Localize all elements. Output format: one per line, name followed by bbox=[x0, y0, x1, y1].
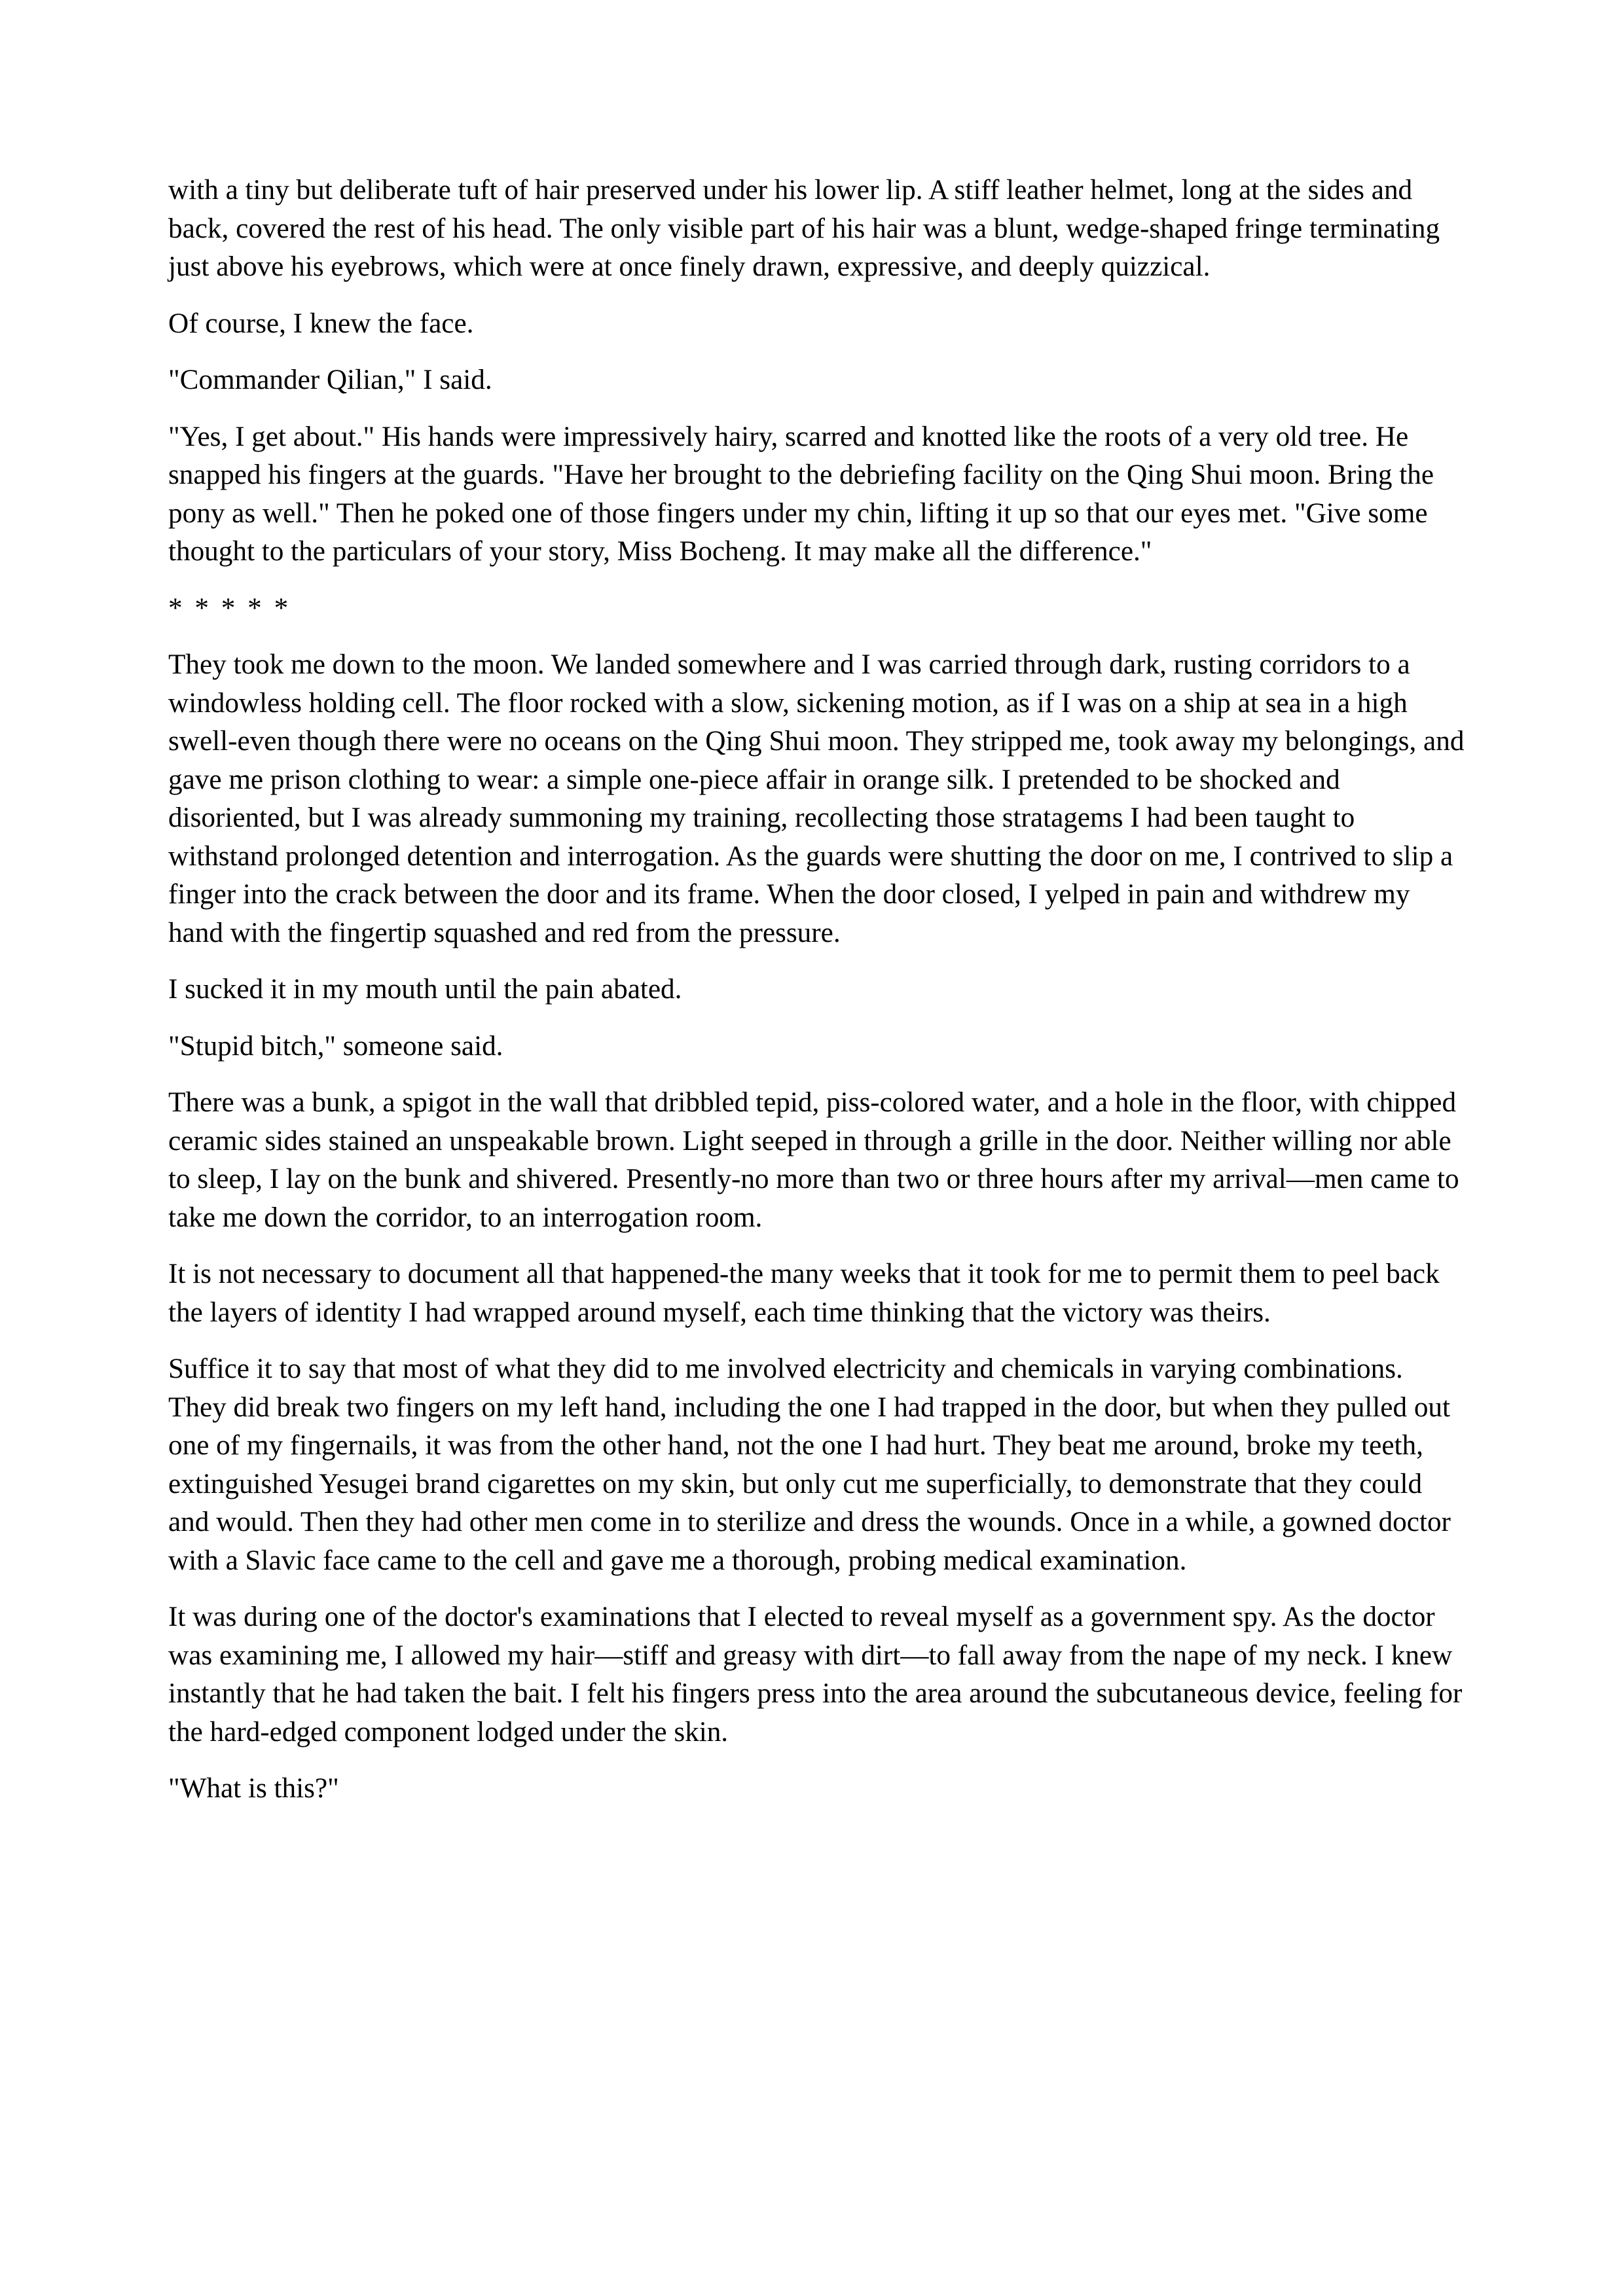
paragraph-yes-i-get-about: "Yes, I get about." His hands were impressively hairy, scarred and knotted like the roots of a very old tree. He snapped his fingers at the guards. "Have her brought to the debriefing facility on the Qing Shui moon. Bring the pony as well." Then he poked one of those fingers under my chin, lifting it up so that our eyes met. "Give some thought to the particulars of your story, Miss Bocheng. It may make all the difference." bbox=[168, 421, 1434, 567]
paragraph-stupid-bitch: "Stupid bitch," someone said. bbox=[168, 1030, 503, 1062]
paragraph-knew-face: Of course, I knew the face. bbox=[168, 308, 474, 339]
paragraph-commander-qilian: "Commander Qilian," I said. bbox=[168, 365, 492, 395]
paragraph-suffice-it-to-say: Suffice it to say that most of what they did to me involved electricity and chemicals in varying combinations. They did break two fingers on my left hand, including the one I had trapped in the door, but when they pulled out one of my fingernails, it was from the other hand, not the one I had hurt. They beat me around, broke my teeth, extinguished Yesugei brand cigarettes on my skin, but only cut me superficially, to demonstrate that they could and would. Then they had other men come in to sterilize and dress the wounds. Once in a while, a gowned doctor with a Slavic face came to the cell and gave me a thorough, probing medical examination. bbox=[168, 1354, 1451, 1576]
paragraph-taken-to-moon: They took me down to the moon. We landed somewhere and I was carried through dark, rusting corridors to a windowless holding cell. The floor rocked with a slow, sickening motion, as if I was on a ship at sea in a high swell-even though there were no oceans on the Qing Shui moon. They stripped me, took away my belongings, and gave me prison clothing to wear: a simple one-piece affair in orange silk. I pretended to be shocked and disoriented, but I was already summoning my training, recollecting those stratagems I had been taught to withstand prolonged detention and interrogation. As the guards were shutting the door on me, I contrived to slip a finger into the crack between the door and its frame. When the door closed, I yelped in pain and withdrew my hand with the fingertip squashed and red from the pressure. bbox=[168, 649, 1465, 948]
paragraph-sucked-finger: I sucked it in my mouth until the pain abated. bbox=[168, 974, 682, 1005]
section-separator: * * * * * bbox=[168, 592, 291, 624]
paragraph-not-necessary: It is not necessary to document all that happened-the many weeks that it took for me to permit them to peel back the layers of identity I had wrapped around myself, each time thinking that the victory was theirs. bbox=[168, 1259, 1440, 1328]
paragraph-helmet-description: with a tiny but deliberate tuft of hair preserved under his lower lip. A stiff leather helmet, long at the sides and back, covered the rest of his head. The only visible part of his hair was a blunt, wedge-shaped fringe terminating just above his eyebrows, which were at once finely drawn, expressive, and deeply quizzical. bbox=[168, 175, 1440, 282]
paragraph-what-is-this: "What is this?" bbox=[168, 1773, 339, 1804]
paragraph-reveal-spy: It was during one of the doctor's examinations that I elected to reveal myself as a government spy. As the doctor was examining me, I allowed my hair—stiff and greasy with dirt—to fall away from the nape of my neck. I knew instantly that he had taken the bait. I felt his fingers press into the area around the subcutaneous device, feeling for the hard-edged component lodged under the skin. bbox=[168, 1602, 1463, 1748]
document-page bbox=[168, 171, 1465, 1827]
paragraph-cell-description: There was a bunk, a spigot in the wall that dribbled tepid, piss-colored water, and a hole in the floor, with chipped ceramic sides stained an unspeakable brown. Light seeped in through a grille in the door. Neither willing nor able to sleep, I lay on the bunk and shivered. Presently-no more than two or three hours after my arrival—men came to take me down the corridor, to an interrogation room. bbox=[168, 1087, 1459, 1233]
